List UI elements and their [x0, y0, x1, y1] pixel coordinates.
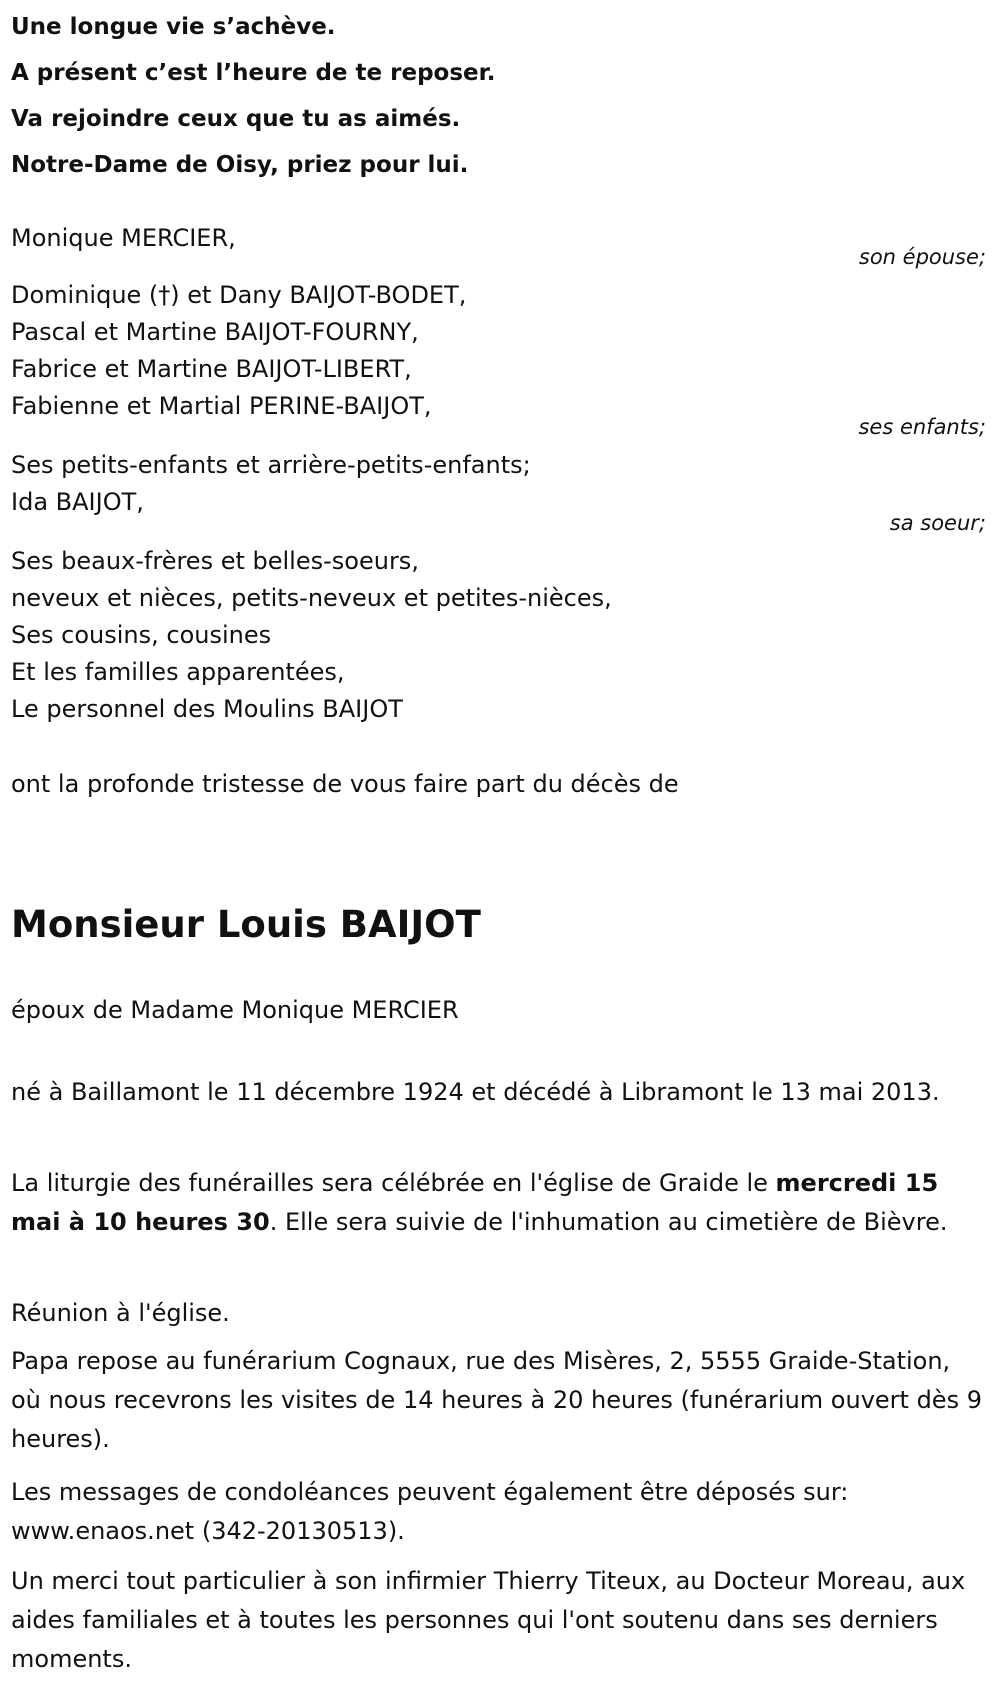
- deceased-spouse-line: [11, 992, 986, 1029]
- relatives-block: [11, 543, 986, 728]
- spouse-block: [11, 220, 986, 257]
- sister-role: sa soeur;: [889, 511, 986, 535]
- sister-name: Ida BAIJOT,: [11, 488, 144, 516]
- funeral-text: La liturgie des funérailles sera célébrée en l'église de Graide le: [11, 1169, 776, 1197]
- relatives-line: Ses cousins, cousines: [11, 621, 272, 649]
- thanks-paragraph: Un merci tout particulier à son infirmier Thierry Titeux, au Docteur Moreau, aux aides familiales et à toutes les personnes qui l'ont soutenu dans ses derniers moments.: [11, 1567, 966, 1673]
- child-line: Dominique (†) et Dany BAIJOT-BODET,: [11, 281, 467, 309]
- deceased-spouse-text: époux de Madame Monique MERCIER: [11, 996, 459, 1024]
- relatives-line: Et les familles apparentées,: [11, 658, 345, 686]
- announcement-text: ont la profonde tristesse de vous faire part du décès de: [11, 770, 679, 798]
- condolences-paragraph: Les messages de condoléances peuvent également être déposés sur: www.enaos.net (342-20130513).: [11, 1478, 849, 1545]
- relatives-line: neveux et nièces, petits-neveux et petites-nièces,: [11, 584, 612, 612]
- relatives-line: Le personnel des Moulins BAIJOT: [11, 695, 403, 723]
- announcement: [11, 766, 986, 803]
- child-line: Fabrice et Martine BAIJOT-LIBERT,: [11, 355, 412, 383]
- sister-block: [11, 447, 986, 521]
- poem-line: Une longue vie s’achève.: [11, 14, 336, 40]
- funeral-date: mercredi 15 mai à 10 heures 30: [11, 1169, 939, 1236]
- children-role: ses enfants;: [858, 415, 986, 439]
- deceased-name: Monsieur Louis BAIJOT: [11, 903, 481, 946]
- funeral-text-end: . Elle sera suivie de l'inhumation au cimetière de Bièvre.: [269, 1208, 948, 1236]
- poem-line: Va rejoindre ceux que tu as aimés.: [11, 106, 461, 132]
- spouse-name: Monique MERCIER,: [11, 224, 236, 252]
- children-block: [11, 277, 986, 425]
- funeral-paragraph: [11, 1164, 986, 1242]
- relatives-line: Ses beaux-frères et belles-soeurs,: [11, 547, 419, 575]
- child-line: Fabienne et Martial PERINE-BAIJOT,: [11, 392, 432, 420]
- grandchildren-line: Ses petits-enfants et arrière-petits-enfants;: [11, 451, 531, 479]
- poem-line: Notre-Dame de Oisy, priez pour lui.: [11, 152, 469, 178]
- child-line: Pascal et Martine BAIJOT-FOURNY,: [11, 318, 419, 346]
- spouse-role: son épouse;: [858, 245, 986, 269]
- poem-line: A présent c’est l’heure de te reposer.: [11, 60, 496, 86]
- poem: [11, 4, 971, 188]
- meeting-paragraph: Réunion à l'église.: [11, 1299, 230, 1327]
- funerarium-paragraph: Papa repose au funérarium Cognaux, rue des Misères, 2, 5555 Graide-Station, où nous recevrons les visites de 14 heures à 20 heures (funérarium ouvert dès 9 heures).: [11, 1347, 982, 1453]
- birth-death-paragraph: né à Baillamont le 11 décembre 1924 et décédé à Libramont le 13 mai 2013.: [11, 1078, 940, 1106]
